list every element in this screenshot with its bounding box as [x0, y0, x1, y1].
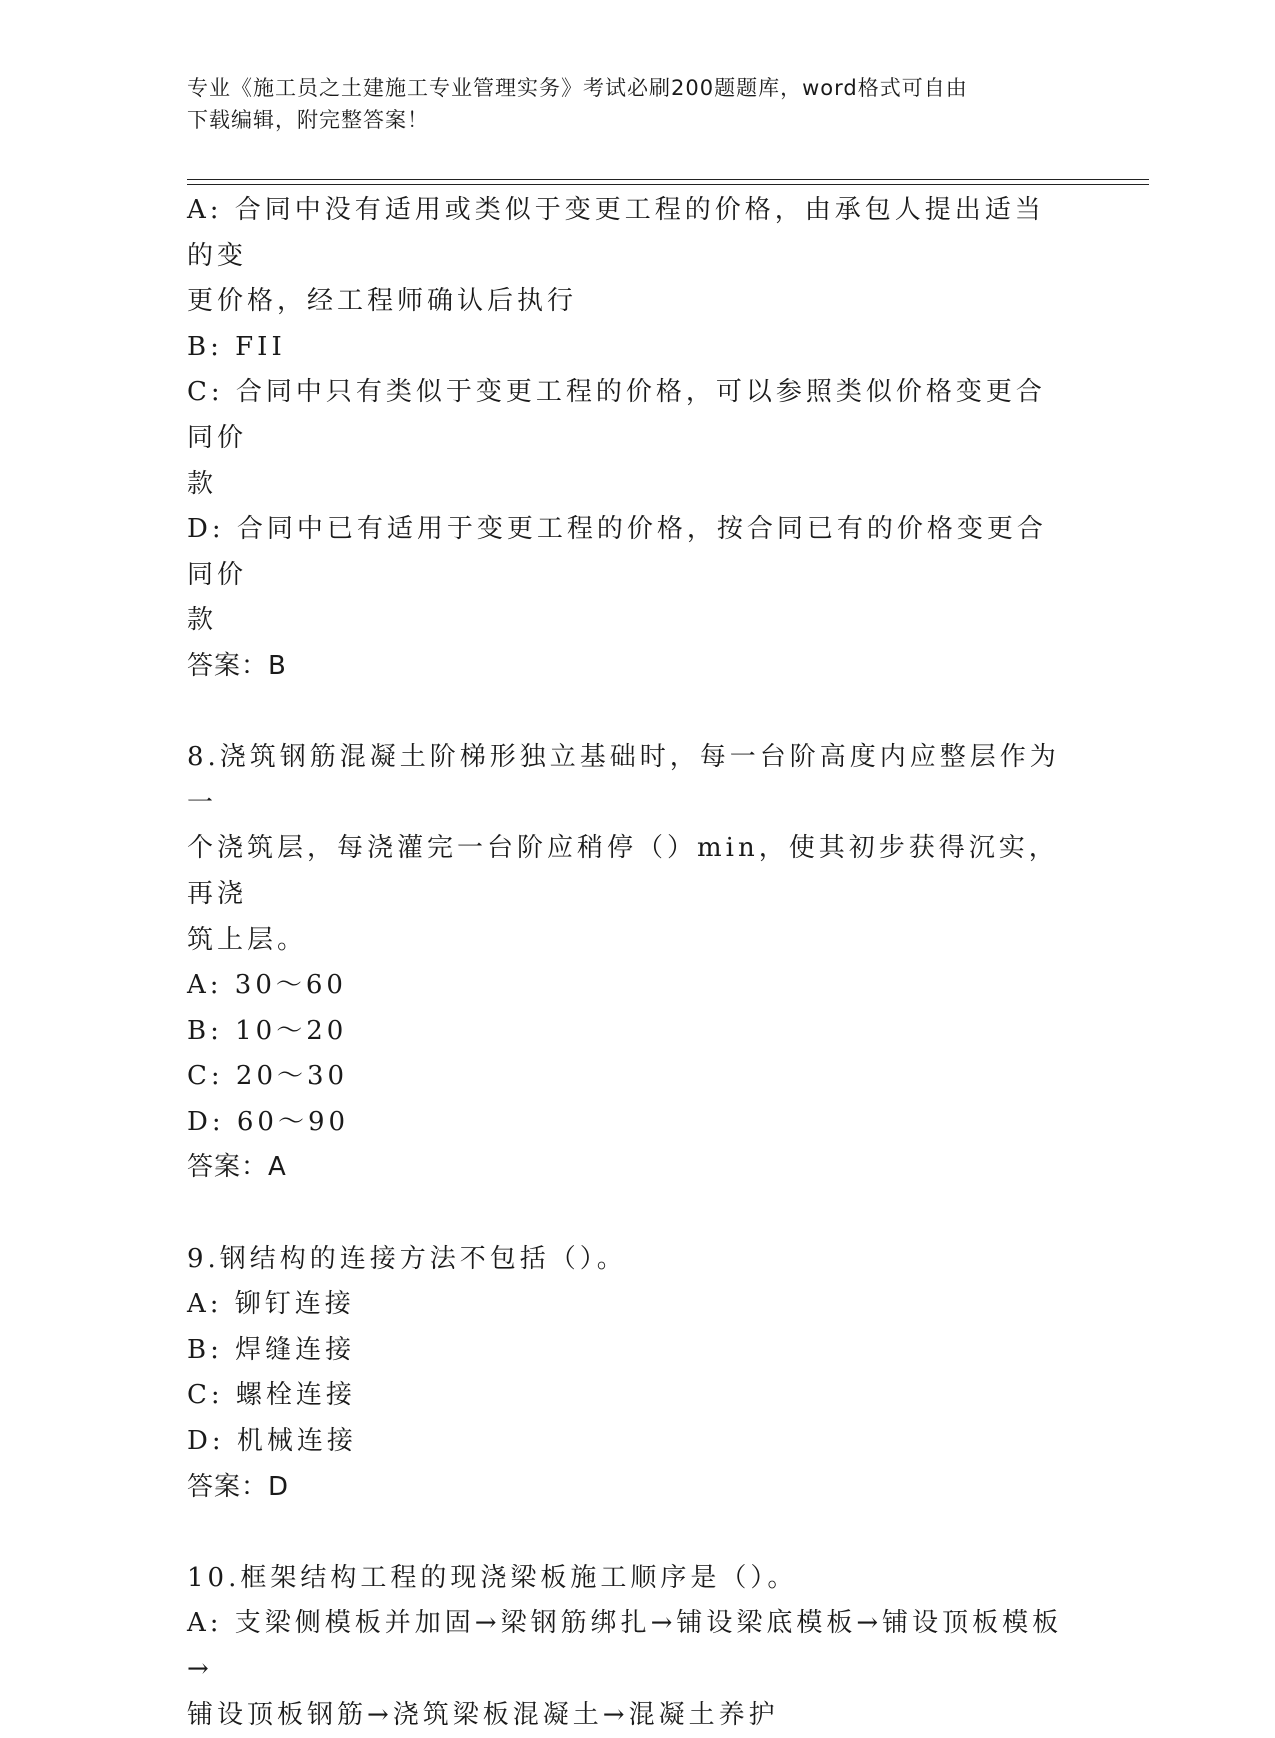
header-rule-top	[187, 179, 1149, 180]
q9-option-b: B: 焊缝连接	[187, 1334, 356, 1365]
header-line-1: 专业《施工员之土建施工专业管理实务》考试必刷200题题库，word格式可自由	[187, 76, 968, 100]
spacer	[187, 1510, 1067, 1556]
q8-stem-line-3: 筑上层。	[187, 924, 308, 955]
question-7-options	[187, 188, 1067, 690]
q8-option-d: D: 60～90	[187, 1106, 350, 1137]
q10-stem: 10.框架结构工程的现浇梁板施工顺序是（）。	[187, 1562, 798, 1593]
q10-option-a-line-1: A: 支梁侧模板并加固→梁钢筋绑扎→铺设梁底模板→铺设顶板模板→	[187, 1608, 1063, 1684]
question-9	[187, 1237, 1067, 1511]
q7-option-d-line-1: D: 合同中已有适用于变更工程的价格，按合同已有的价格变更合同价	[187, 514, 1047, 590]
question-content	[187, 188, 1067, 1738]
q7-option-a-line-2: 更价格，经工程师确认后执行	[187, 286, 578, 317]
document-header	[187, 72, 1067, 136]
header-line-2: 下载编辑，附完整答案！	[187, 108, 429, 132]
q8-option-a: A: 30～60	[187, 970, 347, 1001]
question-8	[187, 735, 1067, 1191]
q8-answer: 答案：A	[187, 1152, 287, 1183]
spacer	[187, 1191, 1067, 1237]
q7-option-a-line-1: A: 合同中没有适用或类似于变更工程的价格，由承包人提出适当的变	[187, 195, 1045, 271]
q8-option-b: B: 10～20	[187, 1015, 348, 1046]
q7-option-c-line-2: 款	[187, 468, 218, 499]
q9-option-a: A: 铆钉连接	[187, 1289, 355, 1320]
q8-stem-line-2: 个浇筑层，每浇灌完一台阶应稍停（）min，使其初步获得沉实，再浇	[187, 833, 1059, 909]
q9-answer: 答案：D	[187, 1471, 290, 1502]
header-rule-bottom	[187, 184, 1149, 185]
q9-option-c: C: 螺栓连接	[187, 1380, 356, 1411]
q7-option-d-line-2: 款	[187, 605, 218, 636]
q8-stem-line-1: 8.浇筑钢筋混凝土阶梯形独立基础时，每一台阶高度内应整层作为一	[187, 742, 1060, 818]
q9-option-d: D: 机械连接	[187, 1426, 357, 1457]
q7-option-b: B: FII	[187, 331, 286, 362]
q10-option-a-line-2: 铺设顶板钢筋→浇筑梁板混凝土→混凝土养护	[187, 1699, 779, 1730]
q7-answer: 答案：B	[187, 650, 287, 681]
q9-stem: 9.钢结构的连接方法不包括（）。	[187, 1243, 627, 1274]
spacer	[187, 690, 1067, 736]
q8-option-c: C: 20～30	[187, 1061, 349, 1092]
question-10	[187, 1556, 1067, 1738]
q7-option-c-line-1: C: 合同中只有类似于变更工程的价格，可以参照类似价格变更合同价	[187, 377, 1046, 453]
